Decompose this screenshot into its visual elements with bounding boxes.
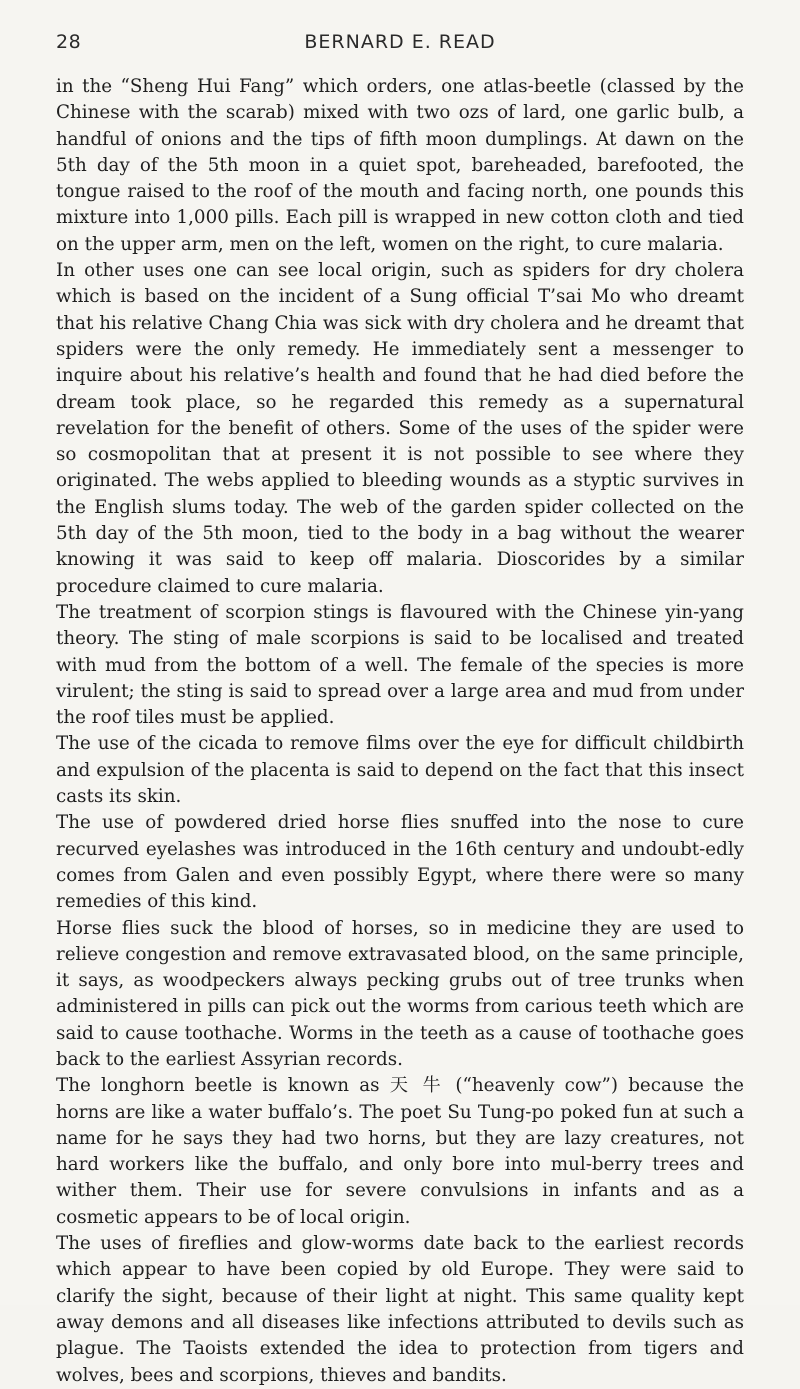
running-head: BERNARD E. READ [304, 31, 496, 53]
paragraph: The treatment of scorpion stings is flavoured with the Chinese yin-yang theory. The sting of male scorpions is said to be localised and treated with mud from the bottom of a well. The female of the species is more virulent; the sting is said to spread over a large area and mud from under the roof tiles must be applied. [56, 601, 744, 729]
paragraph: The use of powdered dried horse flies snuffed into the nose to cure recurved eyelashes was introduced in the 16th century and undoubt-edly comes from Galen and even possibly Egypt, where there were so many remedies of this kind. [56, 812, 744, 913]
body-text [56, 74, 744, 1389]
paragraph: Horse flies suck the blood of horses, so in medicine they are used to relieve congestion and remove extravasated blood, on the same principle, it says, as woodpeckers always pecking grubs out of tree trunks when administered in pills can pick out the worms from carious teeth which are said to cause toothache. Worms in the teeth as a cause of toothache goes back to the earliest Assyrian records. [56, 917, 744, 1070]
paragraph: The use of the cicada to remove films over the eye for difficult childbirth and expulsion of the placenta is said to depend on the fact that this insect casts its skin. [56, 733, 744, 808]
paragraph: The uses of fireflies and glow-worms date back to the earliest records which appear to have been copied by old Europe. They were said to clarify the sight, because of their light at night. This same quality kept away demons and all diseases like infections attributed to devils such as plague. The Taoists extended the idea to protection from tigers and wolves, bees and scorpions, thieves and bandits. [56, 1233, 744, 1386]
paragraph: The longhorn beetle is known as 天 牛 (“heavenly cow”) because the horns are like a water buffalo’s. The poet Su Tung-po poked fun at such a name for he says they had two horns, but they are lazy creatures, not hard workers like the buffalo, and only bore into mul-berry trees and wither them. Their use for severe convulsions in infants and as a cosmetic appears to be of local origin. [56, 1075, 744, 1228]
page-header [56, 31, 744, 55]
paragraph: in the “Sheng Hui Fang” which orders, one atlas-beetle (classed by the Chinese with the scarab) mixed with two ozs of lard, one garlic bulb, a handful of onions and the tips of fifth moon dumplings. At dawn on the 5th day of the 5th moon in a quiet spot, bareheaded, barefooted, the tongue raised to the roof of the mouth and facing north, one pounds this mixture into 1,000 pills. Each pill is wrapped in new cotton cloth and tied on the upper arm, men on the left, women on the right, to cure malaria. [56, 76, 744, 255]
paragraph: In other uses one can see local origin, such as spiders for dry cholera which is based on the incident of a Sung official T’sai Mo who dreamt that his relative Chang Chia was sick with dry cholera and he dreamt that spiders were the only remedy. He immediately sent a messenger to inquire about his relative’s health and found that he had died before the dream took place, so he regarded this remedy as a supernatural revelation for the benefit of others. Some of the uses of the spider were so cosmopolitan that at present it is not possible to see where they originated. The webs applied to bleeding wounds as a styptic survives in the English slums today. The web of the garden spider collected on the 5th day of the 5th moon, tied to the body in a bag without the wearer knowing it was said to keep off malaria. Dioscorides by a similar procedure claimed to cure malaria. [56, 260, 744, 597]
page-number: 28 [56, 31, 82, 53]
